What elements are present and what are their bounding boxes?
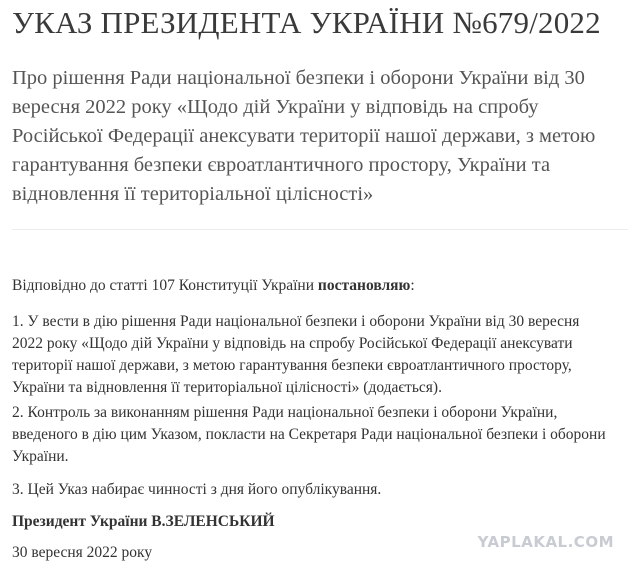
signature: Президент України В.ЗЕЛЕНСЬКИЙ <box>12 513 275 530</box>
paragraph-1: 1. У вести в дію рішення Ради національної безпеки і оборони України від 30 вересня 2022 року «Щодо дій України у відповідь на спробу Російської Федерації анексувати території нашої держави, з метою гарантування безпеки євроатлантичного простору, України та відновлення її територіальної цілісності» (додається). <box>12 313 580 396</box>
decree-date: 30 вересня 2022 року <box>12 544 153 561</box>
intro-paragraph <box>12 275 612 297</box>
decree-subtitle: Про рішення Ради національної безпеки і оборони України від 30 вересня 2022 року «Щодо дій України у відповідь на спробу Російської Федерації анексувати території нашої держави, з метою гарантування безпеки євроатлантичного простору, України та відновлення її територіальної цілісності» <box>12 67 596 205</box>
intro-suffix: : <box>410 277 415 294</box>
divider <box>12 229 628 230</box>
site-watermark: YAPLAKAL.COM <box>477 533 614 551</box>
paragraph-2: 2. Контроль за виконанням рішення Ради національної безпеки і оборони України, введеного в дію цим Указом, покласти на Секретаря Ради національної безпеки і оборони України. <box>12 404 606 465</box>
intro-emphasis: постановляю <box>317 277 411 294</box>
decree-title: УКАЗ ПРЕЗИДЕНТА УКРАЇНИ №679/2022 <box>12 5 601 40</box>
intro-text: Відповідно до статті 107 Конституції України <box>12 277 318 294</box>
paragraph-3: 3. Цей Указ набирає чинності з дня його опублікування. <box>12 481 382 498</box>
